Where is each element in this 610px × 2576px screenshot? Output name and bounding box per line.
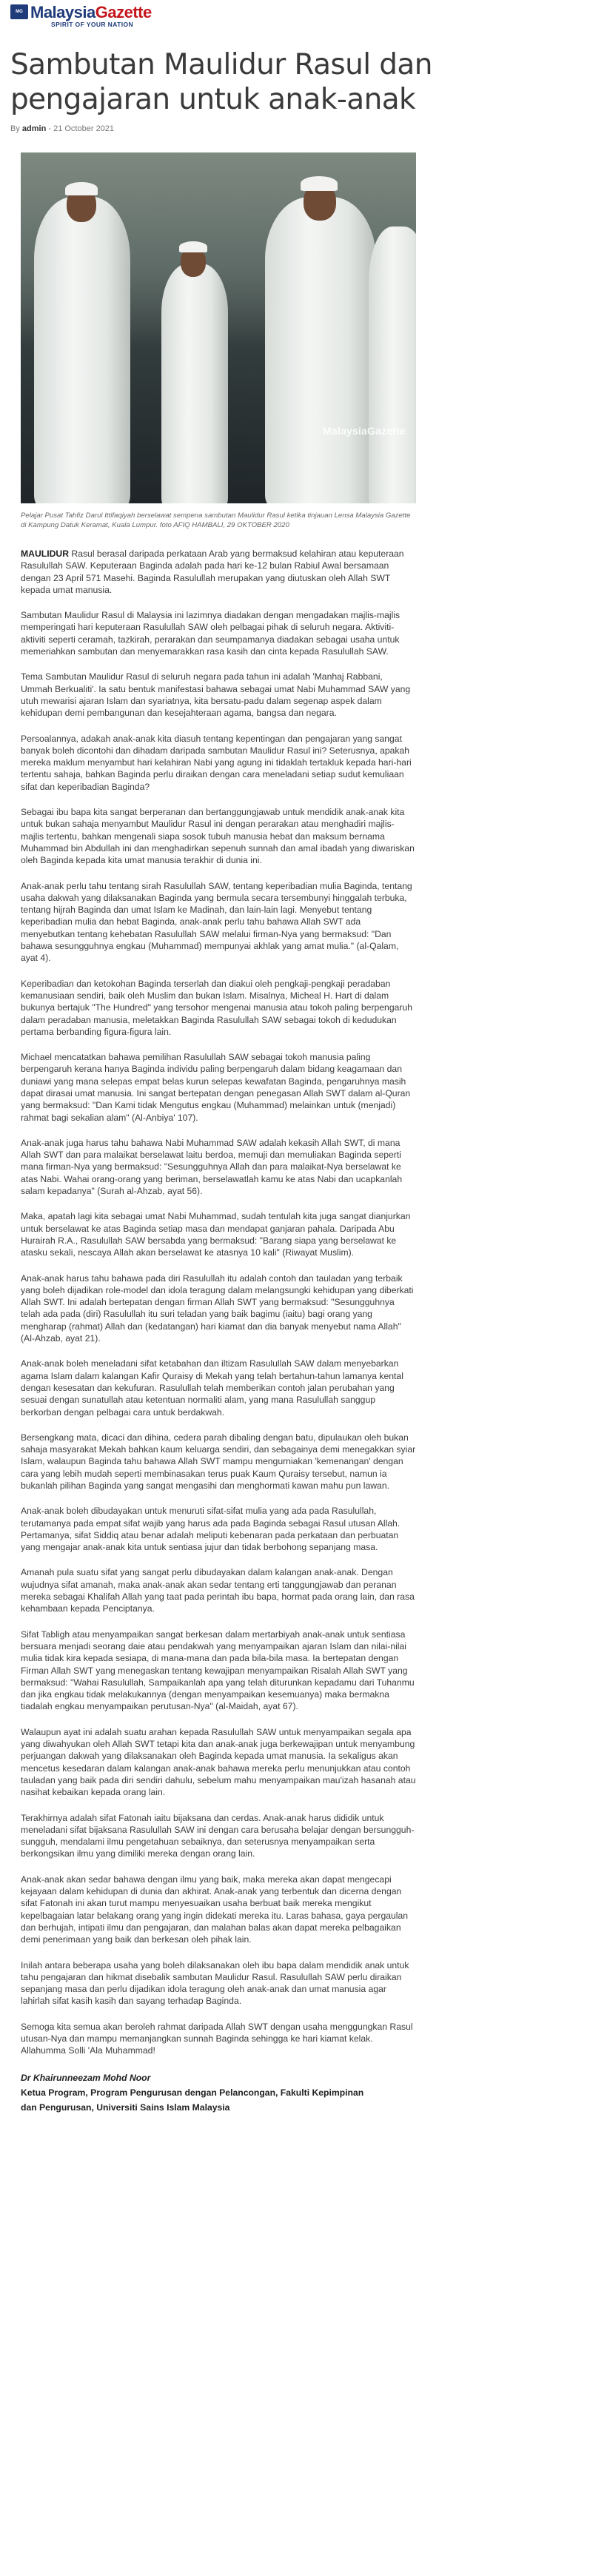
article-paragraph: Anak-anak boleh dibudayakan untuk menuruti sifat-sifat mulia yang ada pada Rasulullah, terutamanya pada empat sifat wajib yang harus ada pada Baginda sebagai Rasul utusan Allah. Pertamanya, sifat Siddiq atau benar adalah meliputi kebenaran pada perkataan dan perbuatan yang mengajar anak-anak kita untuk sentiasa jujur dan tidak berbohong sepanjang masa. bbox=[21, 1506, 400, 1553]
article-paragraph: Anak-anak juga harus tahu bahawa Nabi Muhammad SAW adalah kekasih Allah SWT, di mana Allah SWT dan para malaikat berselawat laitu berdoa, memuji dan memuliakan Baginda seperti mana firman-Nya yang bermaksud: "Sesungguhnya Allah dan para malaikat-Nya berselawat ke atas Nabi. Wahai orang-orang yang beriman, berselawatlah kamu ke atas Nabi dan ucapkanlah salam kepadanya" (Surah al-Ahzab, ayat 56). bbox=[21, 1137, 403, 1197]
site-logo[interactable] bbox=[10, 4, 152, 28]
article-paragraph: Semoga kita semua akan beroleh rahmat daripada Allah SWT dengan usaha menggungkan Rasul utusan-Nya dan mampu memanjangkan sunnah Baginda sehingga ke hari kiamat kelak. Allahumma Solli 'Ala Muhammad! bbox=[21, 2021, 413, 2056]
article-paragraph: MAULIDUR Rasul berasal daripada perkataan Arab yang bermaksud kelahiran atau keputeraan Rasulullah SAW. Keputeraan Baginda adalah pada hari ke-12 bulan Rabiul Awal bersamaan dengan 23 April 571 Masehi. Baginda Rasulullah merupakan yang diutuskan oleh Allah SWT kepada umat manusia. bbox=[21, 549, 404, 595]
figure-left bbox=[34, 197, 130, 503]
figure-middle bbox=[161, 264, 228, 503]
article-paragraph: Walaupun ayat ini adalah suatu arahan kepada Rasulullah SAW untuk menyampaikan segala apa yang diwahyukan oleh Allah SWT tetapi kita dan anak-anak juga berkewajipan untuk menyambung perjuangan dakwah yang dilaksanakan oleh Baginda kepada umat manusia. Ia sekaligus akan mencetus kesedaran dalam kalangan anak-anak bahawa mereka perlu menunjukkan atau contoh tauladan yang baik pada diri sendiri dahulu, sebelum mahu menyampaikan mau'izah hasanah atau nasihat kebaikan kepada orang lain. bbox=[21, 1726, 416, 1798]
article-paragraph: Bersengkang mata, dicaci dan dihina, cedera parah dibaling dengan batu, dipulaukan oleh bukan sahaja masyarakat Mekah bahkan kaum keluarga sendiri, dan sebagainya demi menegakkan syiar Islam, walaupun Baginda tahu bahawa Allah SWT mampu mengurniakan 'kemenangan' dengan cara yang lebih mudah seperti membinasakan terus puak Kaum Quraisy tersebut, namun ia bukanlah pilihan Baginda yang sangat mengasihi dan menghormati kawan mahu pun lawan. bbox=[21, 1432, 416, 1491]
article-paragraph: Michael mencatatkan bahawa pemilihan Rasulullah SAW sebagai tokoh manusia paling berpengaruh kerana hanya Baginda individu paling berpengaruh dalam bidang keagamaan dan duniawi yang mana selepas empat belas kurun selepas kewafatan Baginda, pengaruhnya masih dapat dirasai umat manusia. Ini sangat bertepatan dengan penegasan Allah SWT dalam al-Quran yang bermaksud: "Dan Kami tidak Mengutus engkau (Muhammad) melainkan untuk (menjadi) rahmat bagi sekalian alam" (Al-Anbiya' 107). bbox=[21, 1052, 411, 1123]
logo-word-gazette: Gazette bbox=[95, 3, 152, 21]
logo-tagline: SPIRIT OF YOUR NATION bbox=[51, 21, 134, 28]
byline bbox=[10, 123, 600, 135]
signature-title-line2: dan Pengurusan, Universiti Sains Islam Malaysia bbox=[21, 2102, 230, 2113]
byline-by: By bbox=[10, 124, 20, 133]
logo-wordmark bbox=[30, 4, 152, 21]
signature-name: Dr Khairunneezam Mohd Noor bbox=[21, 2072, 151, 2083]
article-body bbox=[21, 548, 416, 2115]
logo-badge: MG bbox=[10, 4, 28, 19]
article-paragraph: Sebagai ibu bapa kita sangat berperanan dan bertanggungjawab untuk mendidik anak-anak kita untuk bukan sahaja menyambut Maulidur Rasul ini dengan perarakan atau menghadiri majlis-majlis tertentu, bahkan mengenali siapa sosok tubuh manusia hebat dan maksum bernama Muhammad bin Abdullah ini dan menghadirkan sepenuh sunnah dan amal ibadah yang diwariskan oleh Baginda kepada kita umat manusia terakhir di dunia ini. bbox=[21, 807, 415, 866]
article-paragraph: Anak-anak akan sedar bahawa dengan ilmu yang baik, maka mereka akan dapat mengecapi kejayaan dalam kehidupan di dunia dan akhirat. Anak-anak yang terbentuk dan dicerna dengan sifat Fatonah ini akan turut mampu menyesuaikan usaha berbuat baik mereka mengikut kepelbagaian latar belakang orang yang ingin didekati mereka itu. Laras bahasa, gaya pergaulan dan berhujah, intipati ilmu dan pengajaran, dan malahan balas akan dapat mereka pelbagaikan demi penerimaan yang baik dan berkesan oleh pihak lain. bbox=[21, 1874, 409, 1945]
article-paragraph: Maka, apatah lagi kita sebagai umat Nabi Muhammad, sudah tentulah kita juga sangat dianjurkan untuk berselawat ke atas Baginda setiap masa dan mendapat ganjaran pahala. Daripada Abu Hurairah R.A., Rasulullah SAW bersabda yang bermaksud: "Barang siapa yang berselawat ke atasku sekali, nescaya Allah akan berselawat ke atasnya 10 kali" (Riwayat Muslim). bbox=[21, 1211, 411, 1258]
featured-image bbox=[21, 152, 416, 503]
figure-right bbox=[265, 197, 376, 503]
article-paragraph: Keperibadian dan ketokohan Baginda terserlah dan diakui oleh pengkaji-pengkaji peradaban kemanusiaan sendiri, baik oleh Muslim dan bukan Islam. Misalnya, Micheal H. Hart di dalam bukunya bertajuk "The Hundred" yang tersohor mengenai manusia atau tokoh paling berpengaruh dalam peradaban manusia, meletakkan Baginda Rasulullah SAW sebagai tokoh di kedudukan pertama berbanding figura-figura lain. bbox=[21, 978, 413, 1037]
article-paragraph: Tema Sambutan Maulidur Rasul di seluruh negara pada tahun ini adalah 'Manhaj Rabbani, Ummah Berkualiti'. Ia satu bentuk manifestasi bahawa sebagai umat Nabi Muhammad SAW yang utuh mewarisi ajaran Islam dan syariatnya, kita bersatu-padu dalam segenap aspek dalam kehidupan demi pembangunan dan kesejahteraan agama, bangsa dan negara. bbox=[21, 671, 411, 719]
image-watermark: MalaysiaGazette bbox=[323, 425, 406, 437]
lead-word: MAULIDUR bbox=[21, 549, 69, 559]
article-paragraph: Anak-anak perlu tahu tentang sirah Rasulullah SAW, tentang keperibadian mulia Baginda, tentang usaha dakwah yang dilaksanakan Baginda yang bermula secara tersembunyi hinggalah terbuka, tentang hijrah Baginda dan umat Islam ke Madinah, dan lain-lain lagi. Menyebut tentang keperibadian mulia dan hebat Baginda, anak-anak perlu tahu bahawa Allah SWT ada menyebutkan tentang kehebatan Rasulullah SAW melalui firman-Nya yang bermaksud: "Dan bahawa sesungguhnya engkau (Muhammad) mempunyai akhlak yang amat mulia." (al-Qalam, ayat 4). bbox=[21, 880, 412, 964]
article-paragraph: Anak-anak boleh meneladani sifat ketabahan dan iltizam Rasulullah SAW dalam menyebarkan agama Islam dalam kalangan Kafir Quraisy di Mekah yang telah bertahun-tahun lamanya kental dengan kesesatan dan kekufuran. Rasulullah telah memberikan contoh jalan perubahan yang sesuai dengan sunatullah atau ketentuan normaliti alam, yang mana Rasulullah sanggup berkorban dengan pelbagai cara untuk berdakwah. bbox=[21, 1358, 403, 1418]
article-paragraph: Sifat Tabligh atau menyampaikan sangat berkesan dalam mertarbiyah anak-anak untuk sentiasa bersuara menjadi seorang daie atau pendakwah yang menyampaikan ajaran Islam dan nilai-nilai mulia tidak kira kepada sesiapa, di mana-mana dan pada bila-bila masa. Ia bertepatan dengan Firman Allah SWT yang menegaskan tentang kewajipan menyampaikan Risalah Allah SWT yang bermaksud: "Wahai Rasulullah, Sampaikanlah apa yang telah diturunkan kepadamu dari Tuhanmu dan jika engkau tidak melakukannya (dengan menyampaikan kesemuanya) maka bermakna tiadalah engkau menyampaikan perutusan-Nya" (al-Maidah, ayat 67). bbox=[21, 1629, 415, 1712]
article-paragraph: Amanah pula suatu sifat yang sangat perlu dibudayakan dalam kalangan anak-anak. Dengan wujudnya sifat amanah, maka anak-anak akan sedar tentang erti tanggungjawab dan peranan mereka sebagai Khalifah Allah yang taat pada perintah ibu bapa, hormat pada orang lain, dan rasa kehambaan kepada Penciptanya. bbox=[21, 1567, 415, 1614]
author-signature bbox=[21, 2070, 416, 2115]
article-paragraph: Anak-anak harus tahu bahawa pada diri Rasulullah itu adalah contoh dan tauladan yang terbaik yang boleh dijadikan role-model dan idola teragung dalam melangsungki kehidupan yang diberkati Allah SWT. Ini adalah bertepatan dengan firman Allah SWT yang bermaksud: "Sesungguhnya telah ada pada (diri) Rasulullah itu suri teladan yang baik bagimu (iaitu) bagi orang yang mengharap (rahmat) Allah dan (kedatangan) hari kiamat dan dia banyak menyebut nama Allah" (Al-Ahzab, ayat 21). bbox=[21, 1272, 414, 1344]
article-title: Sambutan Maulidur Rasul dan pengajaran untuk anak-anak bbox=[10, 48, 432, 116]
article-paragraph: Inilah antara beberapa usaha yang boleh dilaksanakan oleh ibu bapa dalam mendidik anak untuk tahu pengajaran dan hikmat disebalik sambutan Maulidur Rasul. Rasulullah SAW perlu diraikan sepanjang masa dan perlu dijadikan idola teragung oleh anak-anak dan umat manusia agar lahirlah sifat kasih kasih dan sayang terhadap Baginda. bbox=[21, 1959, 409, 2007]
publish-date: - 21 October 2021 bbox=[46, 124, 115, 133]
signature-title-line1: Ketua Program, Program Pengurusan dengan Pelancongan, Fakulti Kepimpinan bbox=[21, 2087, 364, 2098]
logo-word-malaysia: Malaysia bbox=[30, 3, 95, 21]
site-header bbox=[10, 0, 600, 41]
article-paragraph: Sambutan Maulidur Rasul di Malaysia ini lazimnya diadakan dengan mengadakan majlis-majlis memperingati hari keputeraan Rasulullah SAW oleh pelbagai pihak di seluruh negara. Aktiviti-aktiviti seperti ceramah, tazkirah, perarakan dan seumpamanya diadakan sebagai usaha untuk memeriahkan sambutan dan menyemarakkan rasa kasih dan cinta kepada Rasulullah SAW. bbox=[21, 610, 400, 657]
image-caption: Pelajar Pusat Tahfiz Darul Ittifaqiyah berselawat sempena sambutan Maulidur Rasul ketika tinjauan Lensa Malaysia Gazette di Kampung Datuk Keramat, Kuala Lumpur. foto AFIQ HAMBALI, 29 OKTOBER 2020 bbox=[21, 511, 411, 529]
author-link[interactable]: admin bbox=[21, 124, 47, 133]
article-paragraph: Persoalannya, adakah anak-anak kita diasuh tentang kepentingan dan pengajaran yang sangat banyak boleh dicontohi dan dihadam daripada sambutan Maulidur Rasul ini? Seterusnya, apakah mereka maklum menyambut hari kelahiran Nabi yang agung ini tidaklah tertakluk kepada hari-hari tertentu sahaja, bahkan Baginda perlu diraikan dengan cara meneladani setiap sudut kemuliaan sifat dan keperibadian Baginda? bbox=[21, 733, 412, 792]
article-paragraph: Terakhirnya adalah sifat Fatonah iaitu bijaksana dan cerdas. Anak-anak harus dididik untuk meneladani sifat bijaksana Rasulullah SAW ini dengan cara berusaha belajar dengan bersungguh-sungguh, mendalami ilmu pengetahuan sebaiknya, dan seterusnya menyampaikan serta berkongsikan ilmu yang dimiliki mereka dengan orang lain. bbox=[21, 1812, 415, 1859]
